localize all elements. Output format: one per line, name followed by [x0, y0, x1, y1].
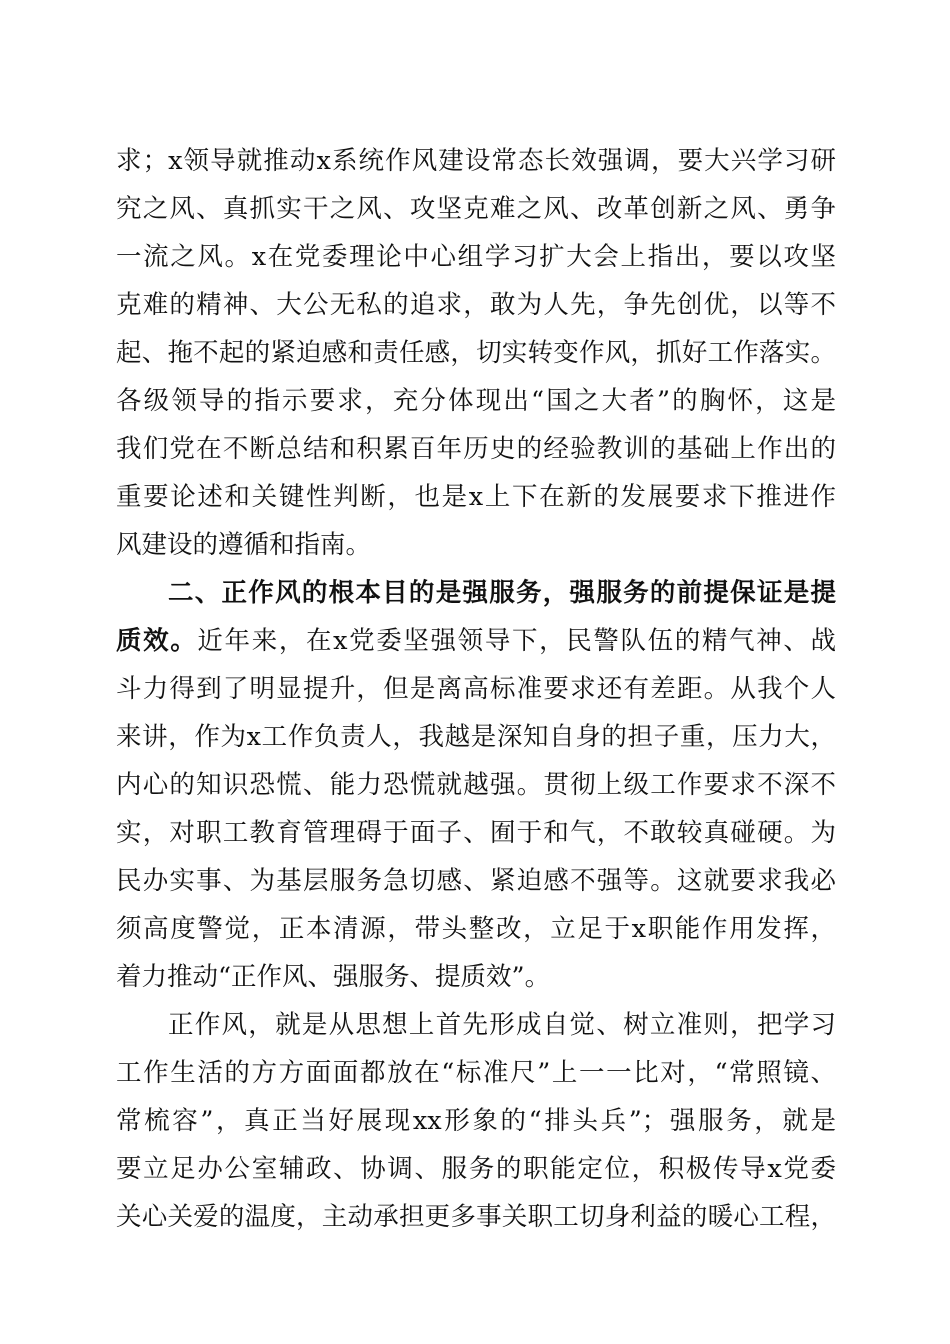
document-body	[116, 137, 836, 1241]
text-line: 实，对职工教育管理碍于面子、囿于和气，不敢较真碰硬。为	[116, 818, 836, 848]
paragraph-3	[116, 1001, 836, 1241]
text-line: 克难的精神、大公无私的追求，敢为人先，争先创优，以等不	[116, 290, 836, 320]
text-line: 内心的知识恐慌、能力恐慌就越强。贯彻上级工作要求不深不	[116, 770, 836, 800]
text-line: 来讲，作为x工作负责人，我越是深知自身的担子重，压力大，	[116, 722, 836, 752]
section-heading-end: 质效。	[116, 626, 198, 656]
text-line: 要立足办公室辅政、协调、服务的职能定位，积极传导x党委	[116, 1154, 836, 1184]
text-line: 须高度警觉，正本清源，带头整改，立足于x职能作用发挥，	[116, 914, 836, 944]
text-line-rest: 近年来，在x党委坚强领导下，民警队伍的精气神、战	[197, 626, 836, 656]
text-line: 起、拖不起的紧迫感和责任感，切实转变作风，抓好工作落实。	[116, 338, 836, 368]
text-line: 民办实事、为基层服务急切感、紧迫感不强等。这就要求我必	[116, 866, 836, 896]
text-line: 我们党在不断总结和积累百年历史的经验教训的基础上作出的	[116, 434, 836, 464]
text-line: 求；x领导就推动x系统作风建设常态长效强调，要大兴学习研	[116, 146, 836, 176]
paragraph-2	[116, 569, 836, 1001]
text-line: 重要论述和关键性判断，也是x上下在新的发展要求下推进作	[116, 482, 836, 512]
text-line: 正作风，就是从思想上首先形成自觉、树立准则，把学习	[168, 1010, 836, 1040]
paragraph-1	[116, 137, 836, 569]
text-line: 究之风、真抓实干之风、攻坚克难之风、改革创新之风、勇争	[116, 194, 836, 224]
text-line: 各级领导的指示要求，充分体现出“国之大者”的胸怀，这是	[116, 386, 836, 416]
text-line: 斗力得到了明显提升，但是离高标准要求还有差距。从我个人	[116, 674, 836, 704]
text-line: 着力推动“正作风、强服务、提质效”。	[116, 962, 551, 992]
text-line: 常梳容”，真正当好展现xx形象的“排头兵”；强服务，就是	[116, 1106, 836, 1136]
section-heading: 二、正作风的根本目的是强服务，强服务的前提保证是提	[168, 578, 836, 608]
text-line: 一流之风。x在党委理论中心组学习扩大会上指出，要以攻坚	[116, 242, 836, 272]
text-line: 风建设的遵循和指南。	[116, 530, 372, 560]
text-line: 关心关爱的温度，主动承担更多事关职工切身利益的暖心工程，	[116, 1202, 836, 1232]
text-line: 工作生活的方方面面都放在“标准尺”上一一比对，“常照镜、	[116, 1058, 836, 1088]
text-line	[116, 617, 836, 665]
